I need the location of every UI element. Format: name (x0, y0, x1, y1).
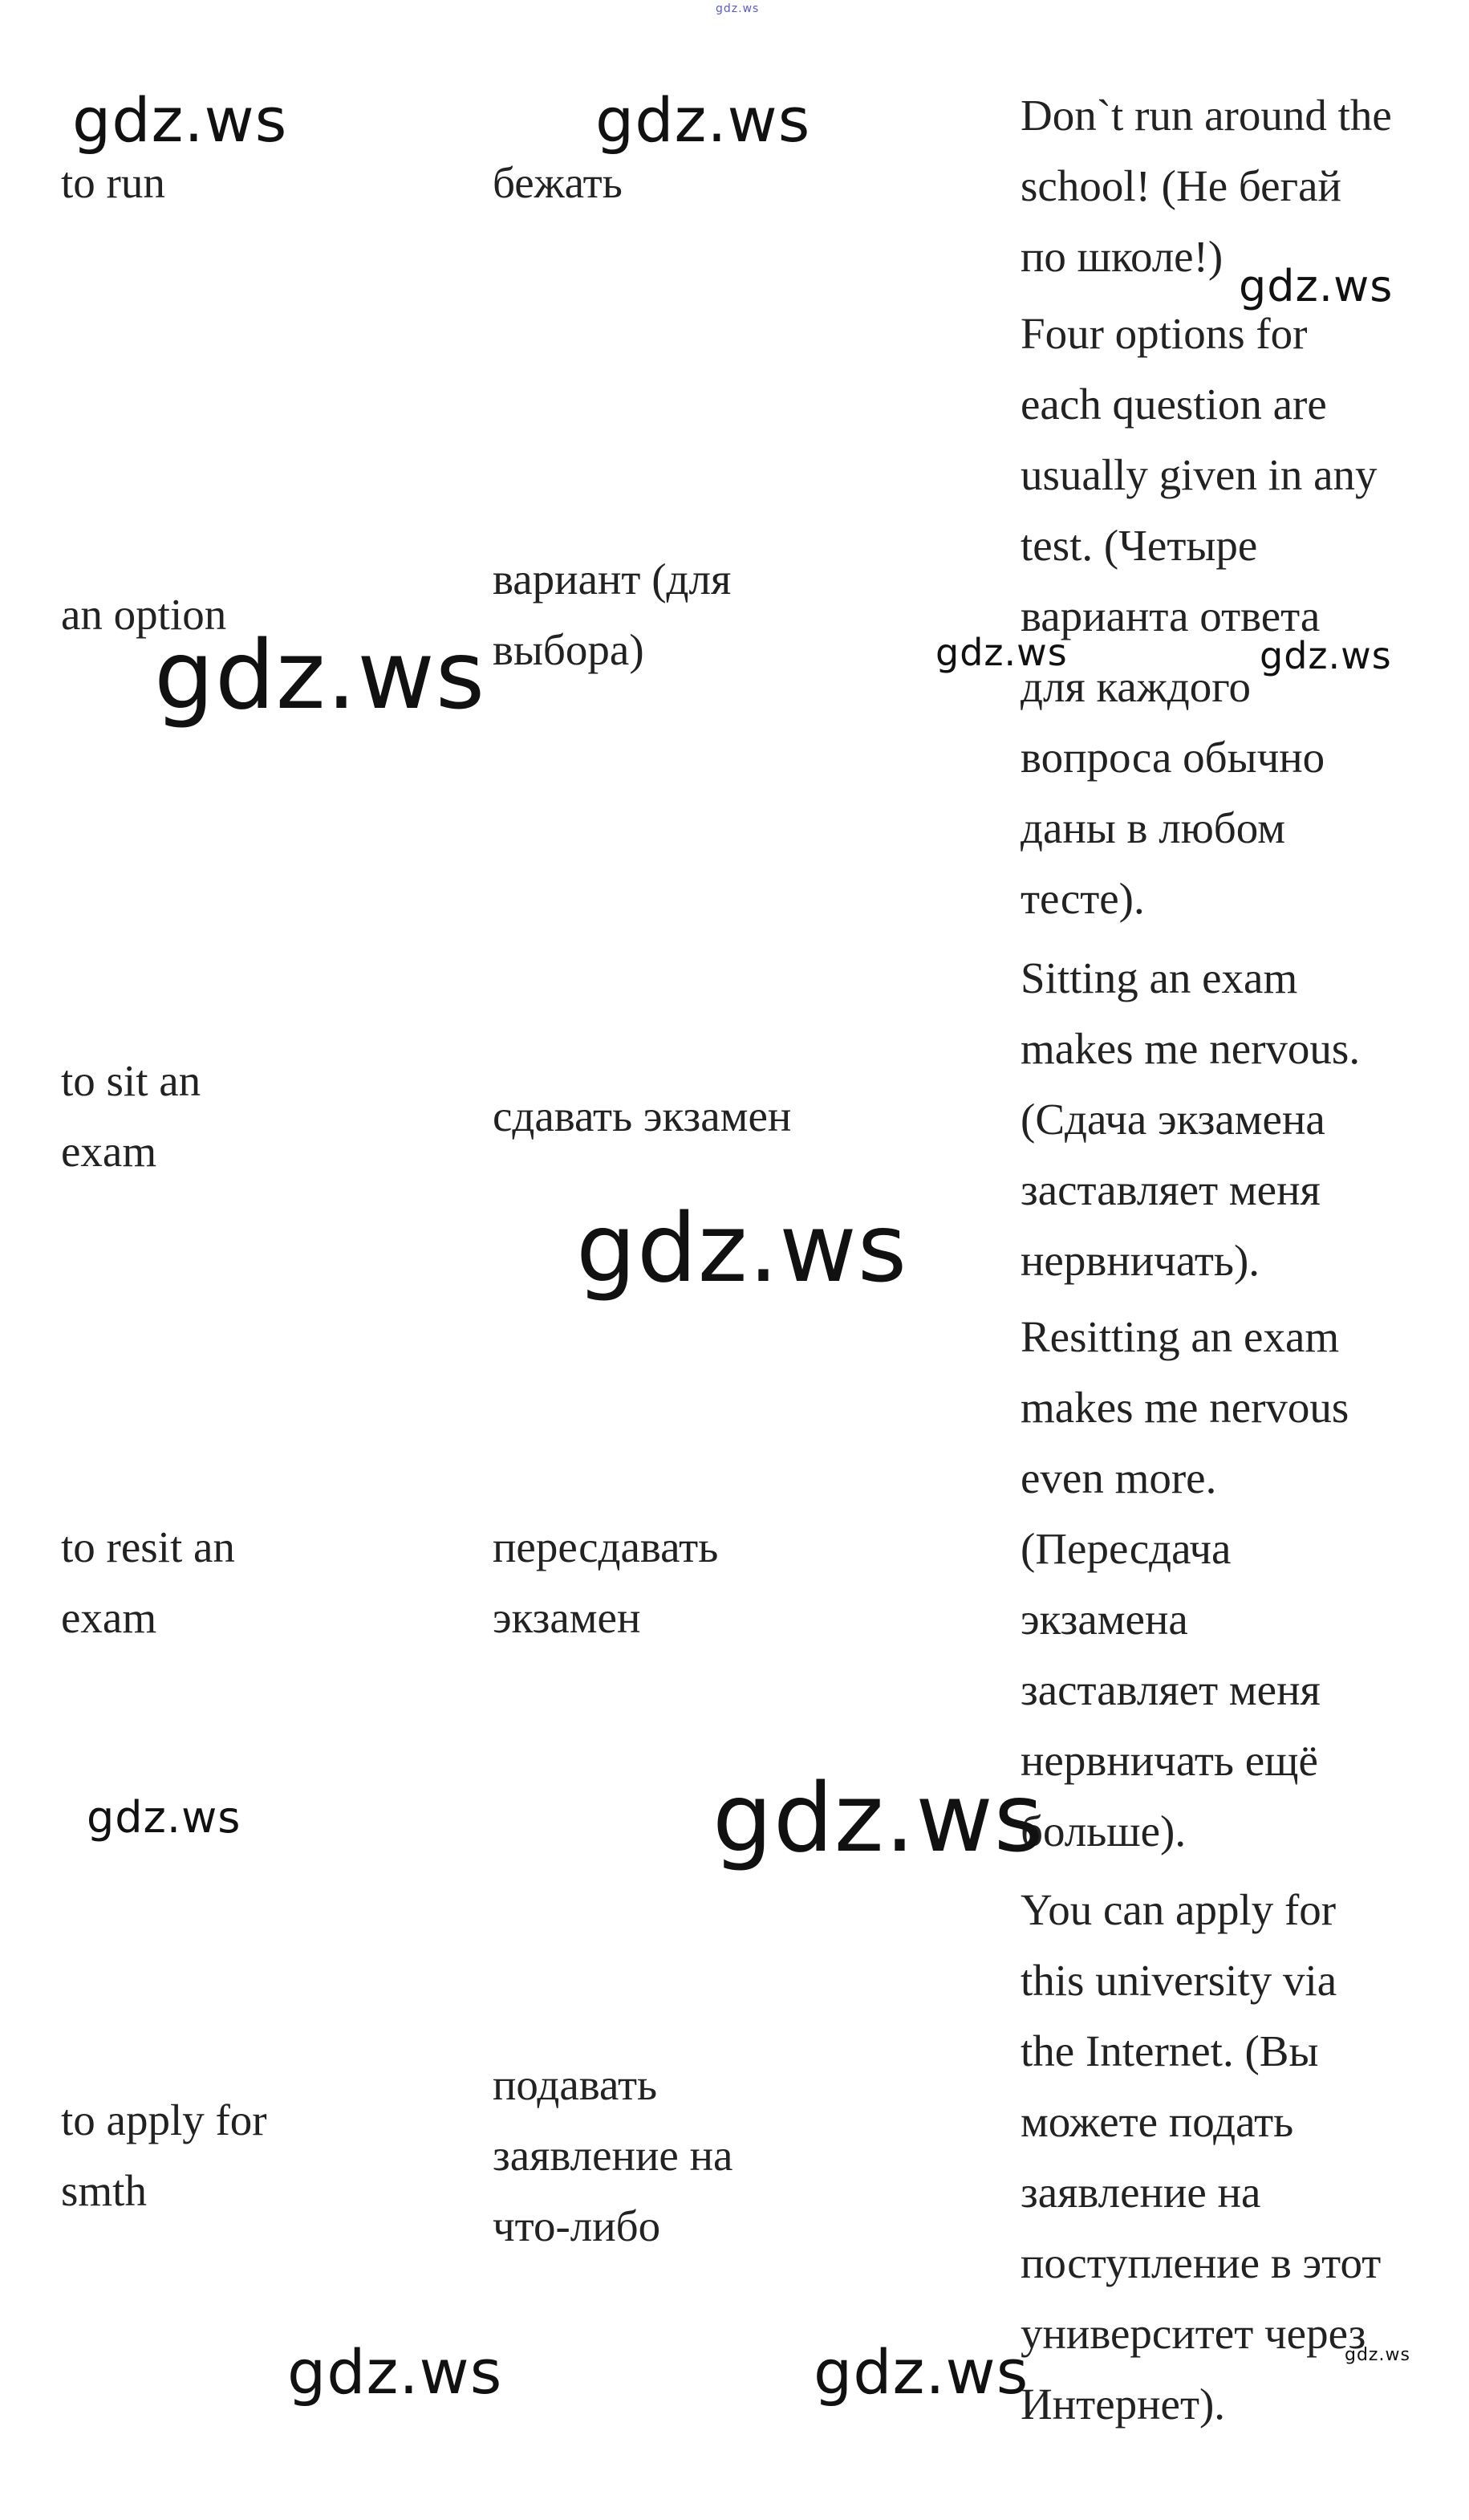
english-term: to resit an exam (61, 1522, 235, 1642)
watermark: gdz.ws (287, 2336, 503, 2408)
example-sentence: Four options for each question are usually given in any test. (Четыре варианта ответа для каждого вопроса обычно даны в любом тесте). (1021, 309, 1378, 923)
watermark: gdz.ws (1345, 2345, 1410, 2365)
watermark: gdz.ws (595, 84, 811, 156)
example-sentence: Resitting an exam makes me nervous even more. (Пересдача экзамена заставляет меня нервничать ещё больше). (1021, 1312, 1349, 1855)
english-term: to run (61, 158, 165, 207)
english-term: to sit an exam (61, 1056, 201, 1176)
russian-translation: сдавать экзамен (493, 1091, 792, 1140)
russian-translation: подавать заявление на что-либо (493, 2060, 733, 2250)
watermark: gdz.ws (576, 1193, 908, 1303)
example-sentence: Don`t run around the school! (Не бегай по школе!) (1021, 91, 1392, 281)
watermark: gdz.ws (87, 1792, 241, 1843)
watermark: gdz.ws (154, 620, 486, 730)
watermark: gdz.ws (72, 84, 288, 156)
watermark: gdz.ws (716, 2, 760, 15)
example-sentence: Sitting an exam makes me nervous. (Сдача экзамена заставляет меня нервничать). (1021, 953, 1361, 1285)
example-sentence: You can apply for this university via the Internet. (Вы можете подать заявление на поступление в этот университет через Интернет). (1021, 1885, 1382, 2429)
english-term: to apply for smth (61, 2095, 267, 2215)
watermark: gdz.ws (814, 2336, 1029, 2408)
table-row (0, 1875, 1469, 2437)
english-term: an option (61, 590, 227, 639)
watermark: gdz.ws (1239, 261, 1394, 311)
watermark: gdz.ws (935, 631, 1068, 674)
russian-translation: бежать (493, 158, 623, 207)
russian-translation: вариант (для выбора) (493, 555, 732, 674)
russian-translation: пересдавать экзамен (493, 1522, 719, 1642)
watermark: gdz.ws (712, 1762, 1045, 1873)
watermark: gdz.ws (1260, 634, 1392, 677)
